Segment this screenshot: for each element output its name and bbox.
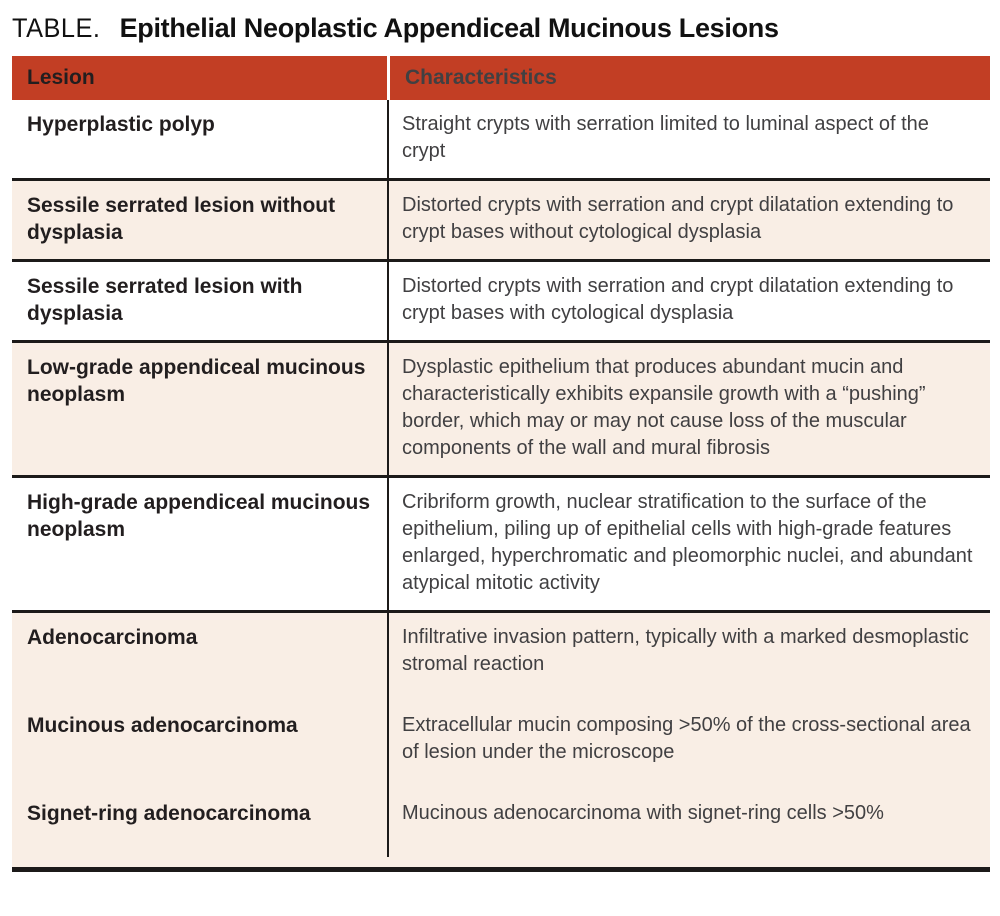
lesion-characteristics: Extracellular mucin composing >50% of the cross-sectional area of lesion under the microscope	[387, 701, 990, 789]
lesion-name: Adenocarcinoma	[27, 626, 198, 650]
table-row-sessile-serrated-without-dysplasia	[12, 178, 990, 259]
lesion-characteristics: Dysplastic epithelium that produces abundant mucin and characteristically exhibits expansile growth with a “pushing” border, which may or may not cause loss of the muscular components of the wall and mural fibrosis	[387, 343, 990, 475]
table-subrow-signet-ring-adenocarcinoma	[12, 789, 990, 867]
lesion-characteristics: Distorted crypts with serration and crypt dilatation extending to crypt bases without cytological dysplasia	[387, 181, 990, 259]
table-subrow-mucinous-adenocarcinoma	[12, 701, 990, 789]
lesion-characteristics: Mucinous adenocarcinoma with signet-ring cells >50%	[387, 789, 990, 857]
lesion-name: Sessile serrated lesion without dysplasia	[27, 194, 336, 245]
column-header-lesion: Lesion	[27, 66, 95, 90]
lesions-table	[12, 56, 990, 872]
table-title-prefix: TABLE.	[12, 13, 101, 43]
lesion-name: High-grade appendiceal mucinous neoplasm	[27, 491, 371, 542]
table-header-row	[12, 56, 990, 100]
lesion-name: Low-grade appendiceal mucinous neoplasm	[27, 356, 366, 407]
lesion-characteristics: Infiltrative invasion pattern, typically with a marked desmoplastic stromal reaction	[387, 613, 990, 701]
lesion-characteristics: Distorted crypts with serration and crypt dilatation extending to crypt bases with cytological dysplasia	[387, 262, 990, 340]
table-row-low-grade-appendiceal-mucinous-neoplasm	[12, 340, 990, 475]
table-row-hyperplastic-polyp	[12, 100, 990, 178]
lesion-characteristics: Straight crypts with serration limited to luminal aspect of the crypt	[387, 100, 990, 178]
table-title-main: Epithelial Neoplastic Appendiceal Mucinous Lesions	[119, 13, 779, 43]
table-title	[12, 12, 990, 44]
column-header-characteristics: Characteristics	[387, 56, 990, 100]
table-subrow-adenocarcinoma	[12, 613, 990, 701]
table-row-adenocarcinoma-group	[12, 610, 990, 867]
lesion-characteristics: Cribriform growth, nuclear stratification to the surface of the epithelium, piling up of epithelial cells with high-grade features enlarged, hyperchromatic and pleomorphic nuclei, and abundant atypical mitotic activity	[387, 478, 990, 610]
lesion-name: Signet-ring adenocarcinoma	[27, 802, 311, 826]
lesion-name: Mucinous adenocarcinoma	[27, 714, 298, 738]
table-row-high-grade-appendiceal-mucinous-neoplasm	[12, 475, 990, 610]
lesion-name: Hyperplastic polyp	[27, 113, 215, 137]
lesion-name: Sessile serrated lesion with dysplasia	[27, 275, 303, 326]
table-row-sessile-serrated-with-dysplasia	[12, 259, 990, 340]
